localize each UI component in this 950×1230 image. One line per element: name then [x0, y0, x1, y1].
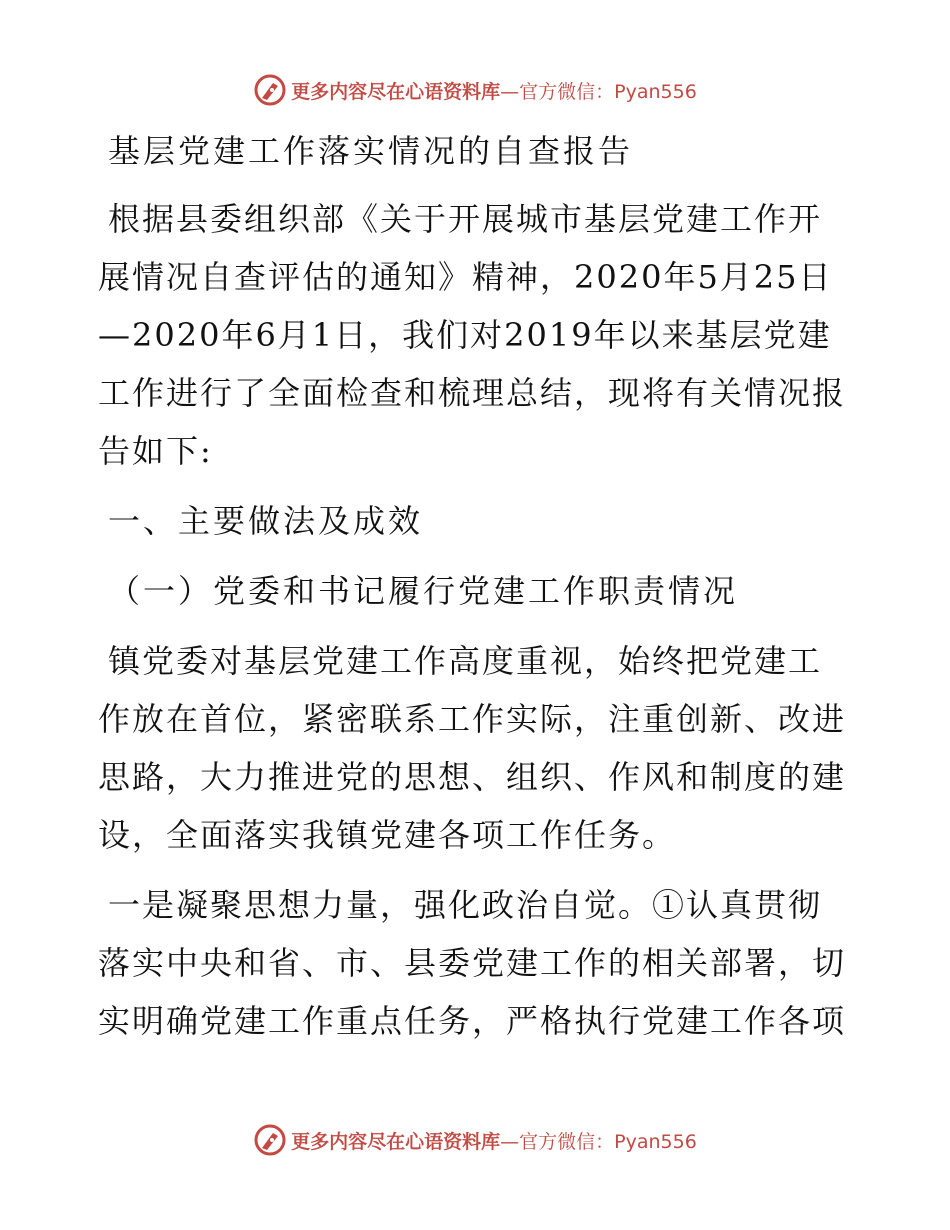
body-paragraph-1: 镇党委对基层党建工作高度重视，始终把党建工作放在首位，紧密联系工作实际，注重创新、改进思路，大力推进党的思想、组织、作风和制度的建设，全面落实我镇党建各项工作任务。 — [98, 642, 847, 854]
subsection-heading: （一）党委和书记履行党建工作职责情况 — [108, 572, 739, 610]
pen-nib-logo-icon — [253, 1123, 287, 1157]
watermark-contact: 官方微信：Pyan556 — [519, 80, 697, 103]
watermark-banner-top — [0, 70, 950, 110]
watermark-text — [291, 77, 697, 104]
pen-nib-logo-icon — [253, 73, 287, 107]
watermark-separator: — — [500, 80, 520, 103]
document-title: 基层党建工作落实情况的自查报告 — [108, 132, 634, 170]
watermark-banner-bottom — [0, 1120, 950, 1160]
watermark-site: 更多内容尽在心语资料库 — [291, 80, 501, 103]
intro-paragraph: 根据县委组织部《关于开展城市基层党建工作开展情况自查评估的通知》精神，2020年5月25日—2020年6月1日，我们对2019年以来基层党建工作进行了全面检查和梳理总结，现将有关情况报告如下: — [98, 200, 847, 470]
watermark-text — [291, 1127, 697, 1154]
watermark-site: 更多内容尽在心语资料库 — [291, 1130, 501, 1153]
section-heading: 一、主要做法及成效 — [108, 502, 424, 540]
document-body — [98, 122, 850, 1062]
body-paragraph-2: 一是凝聚思想力量，强化政治自觉。①认真贯彻落实中央和省、市、县委党建工作的相关部署，切实明确党建工作重点任务，严格执行党建工作各项 — [98, 886, 847, 1040]
watermark-contact: 官方微信：Pyan556 — [519, 1130, 697, 1153]
watermark-separator: — — [500, 1130, 520, 1153]
